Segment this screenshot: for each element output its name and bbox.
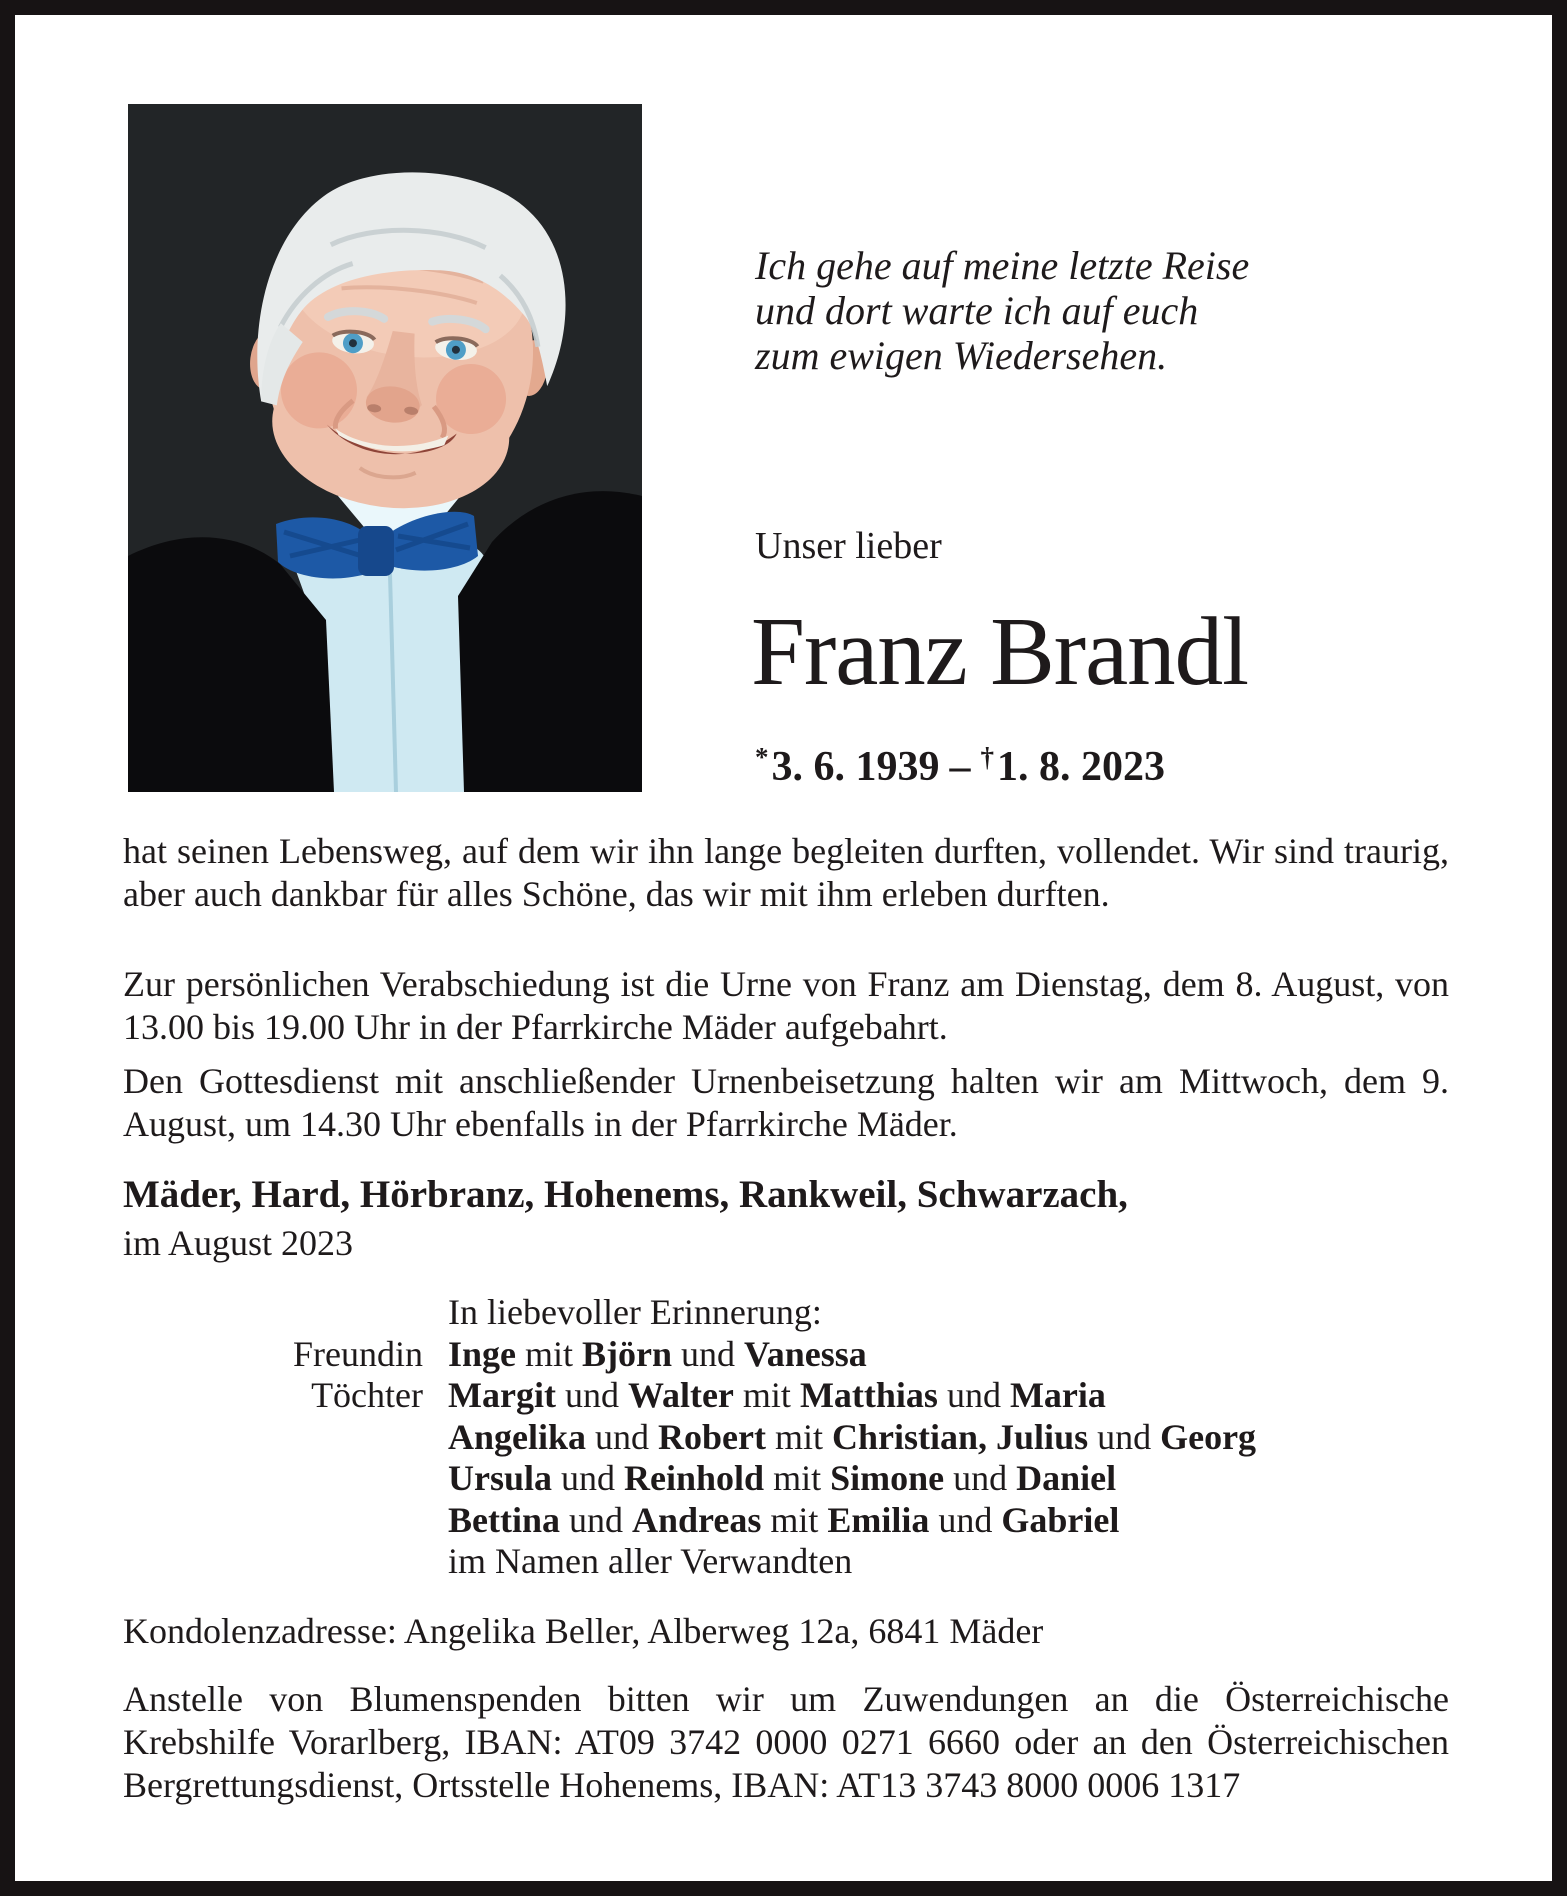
donation-paragraph: Anstelle von Blumenspenden bitten wir um Zuwendungen an die Österreichische Krebshilfe Vorarlberg, IBAN: AT09 3742 0000 0271 6660 oder an den Österreichischen Bergrettungsdienst, Ortsstelle Hohenems, IBAN: AT13 3743 8000 0006 1317 [123,1679,1449,1805]
family-row [123,1500,1256,1542]
month-year-line: im August 2023 [123,1223,354,1263]
relation-label [123,1458,448,1500]
portrait-photo [128,104,642,792]
relation-label [123,1541,448,1583]
condolence-address: Kondolenzadresse: Angelika Beller, Alberweg 12a, 6841 Mäder [123,1611,1044,1651]
remembrance-heading: In liebevoller Erinnerung: [448,1292,822,1332]
family-row [123,1417,1256,1459]
places-line: Mäder, Hard, Hörbranz, Hohenems, Rankweil, Schwarzach, [123,1173,1128,1216]
family-names: Margit und Walter mit Matthias und Maria [448,1375,1106,1415]
family-names: Ursula und Reinhold mit Simone und Daniel [448,1458,1117,1498]
birth-symbol: * [755,742,769,772]
remembrance-block [123,1292,1256,1583]
portrait-illustration [128,104,642,792]
death-symbol: † [980,742,994,772]
quote-line-3: zum ewigen Wiedersehen. [755,333,1168,378]
family-row [123,1375,1256,1417]
family-names: Bettina und Andreas mit Emilia und Gabriel [448,1499,1120,1540]
family-names: Inge mit Björn und Vanessa [448,1333,867,1374]
birth-date: 3. 6. 1939 [771,744,940,790]
farewell-quote [755,243,1249,378]
relation-label [123,1417,448,1459]
lying-in-state-paragraph: Zur persönlichen Verabschiedung ist die Urne von Franz am Dienstag, dem 8. August, von 13.00 bis 19.00 Uhr in der Pfarrkirche Mäder aufgebahrt. [123,964,1449,1047]
quote-line-2: und dort warte ich auf euch [755,288,1199,333]
intro-line: Unser lieber [755,525,942,567]
life-dates [755,742,1165,791]
dates-separator: – [949,744,971,790]
family-row [123,1541,1256,1583]
funeral-service-paragraph: Den Gottesdienst mit anschließender Urnenbeisetzung halten wir am Mittwoch, dem 9. August, um 14.30 Uhr ebenfalls in der Pfarrkirche Mäder. [123,1061,1449,1144]
family-row [123,1334,1256,1376]
death-date: 1. 8. 2023 [997,744,1165,790]
relation-label [123,1500,448,1542]
quote-line-1: Ich gehe auf meine letzte Reise [755,243,1250,288]
family-row [123,1458,1256,1500]
relation-label: Freundin [293,1333,423,1374]
family-names: im Namen aller Verwandten [448,1541,853,1581]
remembrance-heading-row [123,1292,1256,1334]
obituary-paragraph: hat seinen Lebensweg, auf dem wir ihn lange begleiten durften, vollendet. Wir sind traurig, aber auch dankbar für alles Schöne, das wir mit ihm erleben durften. [123,831,1449,914]
relation-label [123,1292,448,1334]
relation-label: Töchter [311,1375,423,1415]
family-names: Angelika und Robert mit Christian, Julius und Georg [448,1416,1257,1457]
deceased-name: Franz Brandl [751,598,1249,705]
